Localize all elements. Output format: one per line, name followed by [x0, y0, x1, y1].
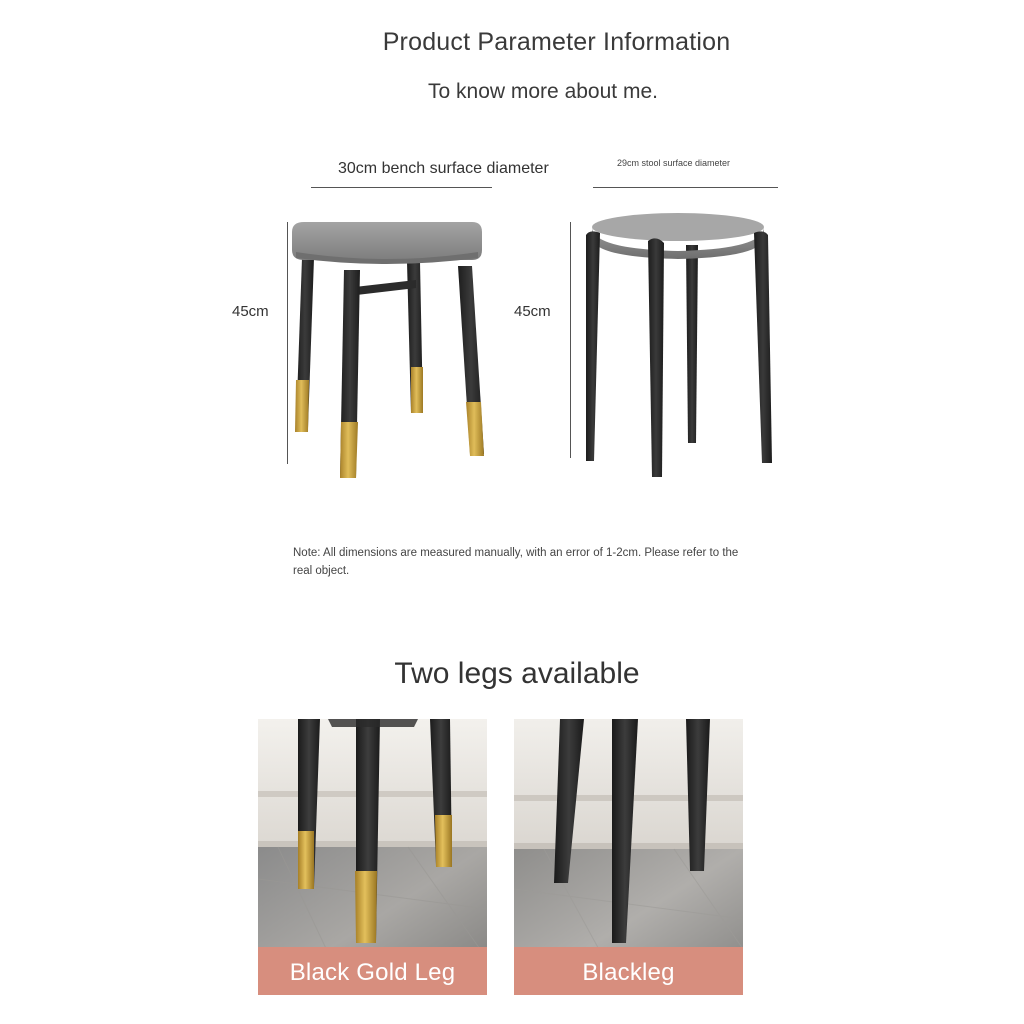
square-height-label: 45cm — [232, 303, 269, 320]
round-width-dimension-line — [593, 187, 778, 188]
round-stool-image — [578, 205, 778, 485]
black-gold-leg-label: Black Gold Leg — [289, 959, 456, 986]
page-subtitle: To know more about me. — [428, 80, 658, 103]
measurement-note: Note: All dimensions are measured manually, with an error of 1-2cm. Please refer to the real object. — [293, 547, 739, 577]
black-leg-label: Blackleg — [582, 959, 675, 986]
round-height-label: 45cm — [514, 303, 551, 320]
square-width-dimension-line — [311, 187, 492, 188]
round-height-dimension-line — [570, 222, 571, 458]
page-title: Product Parameter Information — [382, 28, 731, 56]
square-stool-image — [286, 210, 496, 485]
leg-option-black[interactable] — [514, 719, 743, 995]
leg-option-black-gold[interactable] — [258, 719, 487, 995]
square-surface-dimension-label: 30cm bench surface diameter — [338, 160, 549, 177]
round-surface-dimension-label: 29cm stool surface diameter — [617, 158, 731, 168]
legs-section-title: Two legs available — [394, 657, 640, 690]
